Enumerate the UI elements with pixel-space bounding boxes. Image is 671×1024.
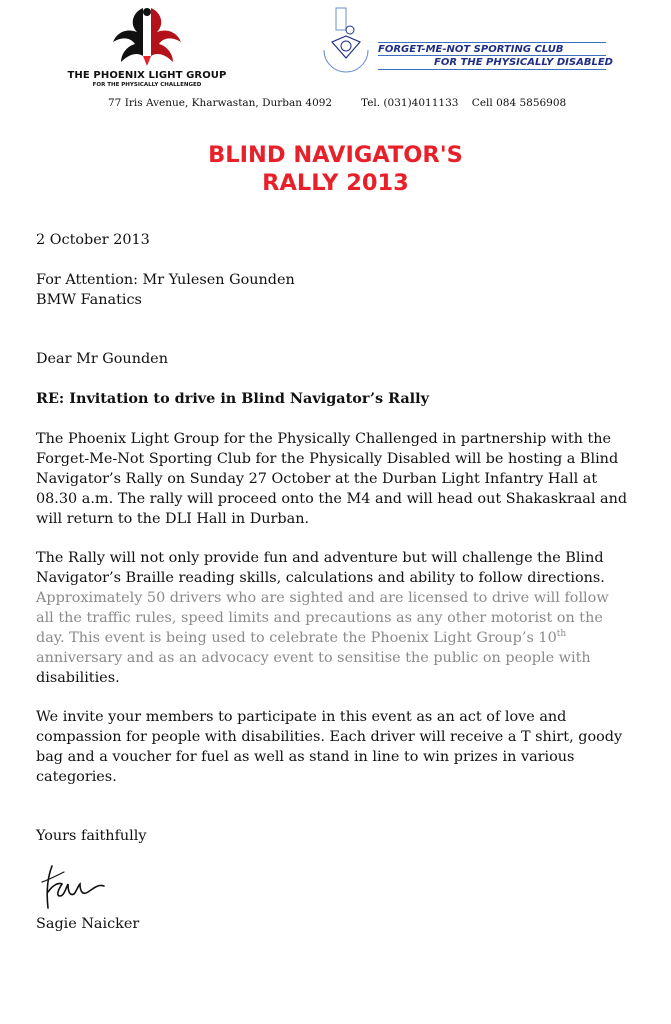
club-name-line1: FORGET-ME-NOT SPORTING CLUB [378, 44, 564, 55]
closing: Yours faithfully [36, 828, 147, 844]
paragraph-3 [36, 707, 636, 787]
paragraph-line: all the traffic rules, speed limits and precautions as any other motorist on the [36, 610, 603, 626]
paragraph-line: bag and a voucher for fuel as well as stand in line to win prizes in various [36, 749, 575, 765]
club-header-rule [378, 69, 606, 70]
document-title-line2: RALLY 2013 [262, 170, 409, 196]
paragraph-line-text: day. This event is being used to celebrate the Phoenix Light Group’s 10 [36, 630, 557, 646]
club-header-rule [378, 55, 606, 56]
paragraph-line: The Phoenix Light Group for the Physically Challenged in partnership with the [36, 431, 612, 447]
paragraph-line: Navigator’s Braille reading skills, calculations and ability to follow directions. [36, 570, 605, 586]
paragraph-line: Approximately 50 drivers who are sighted and are licensed to drive will follow [36, 590, 609, 606]
club-header-rule [378, 42, 606, 43]
paragraph-line: compassion for people with disabilities. Each driver will receive a T shirt, goody [36, 729, 623, 745]
phone-numbers: Tel. (031)4011133 Cell 084 5856908 [361, 97, 567, 109]
paragraph-line: categories. [36, 769, 117, 785]
paragraph-line: will return to the DLI Hall in Durban. [36, 511, 310, 527]
attention-line: For Attention: Mr Yulesen Gounden [36, 272, 295, 288]
signature-icon [38, 862, 106, 914]
paragraph-line: 08.30 a.m. The rally will proceed onto the M4 and will head out Shakaskraal and [36, 491, 628, 507]
paragraph-line: Forget-Me-Not Sporting Club for the Physically Disabled will be hosting a Blind [36, 451, 619, 467]
recipient-organisation: BMW Fanatics [36, 292, 142, 308]
paragraph-1 [36, 429, 636, 529]
phoenix-group-tagline: FOR THE PHYSICALLY CHALLENGED [92, 82, 202, 88]
address: 77 Iris Avenue, Kharwastan, Durban 4092 [108, 97, 333, 109]
paragraph-2 [36, 548, 636, 688]
signatory-name: Sagie Naicker [36, 916, 140, 932]
salutation: Dear Mr Gounden [36, 351, 168, 367]
ordinal-suffix: th [556, 629, 567, 640]
paragraph-line: disabilities. [36, 670, 120, 686]
subject-line: RE: Invitation to drive in Blind Navigator’s Rally [36, 390, 429, 407]
paragraph-line: Navigator’s Rally on Sunday 27 October at the Durban Light Infantry Hall at [36, 471, 598, 487]
paragraph-line: We invite your members to participate in this event as an act of love and [36, 709, 567, 725]
paragraph-line: The Rally will not only provide fun and adventure but will challenge the Blind [36, 550, 604, 566]
forget-me-not-emblem-icon [314, 6, 378, 78]
club-name-line2: FOR THE PHYSICALLY DISABLED [434, 57, 613, 68]
phoenix-group-name: THE PHOENIX LIGHT GROUP [67, 70, 227, 81]
document-title-line1: BLIND NAVIGATOR'S [208, 142, 463, 168]
paragraph-line [36, 628, 636, 648]
paragraph-line: anniversary and as an advocacy event to sensitise the public on people with [36, 650, 591, 666]
letter-date: 2 October 2013 [36, 232, 150, 248]
